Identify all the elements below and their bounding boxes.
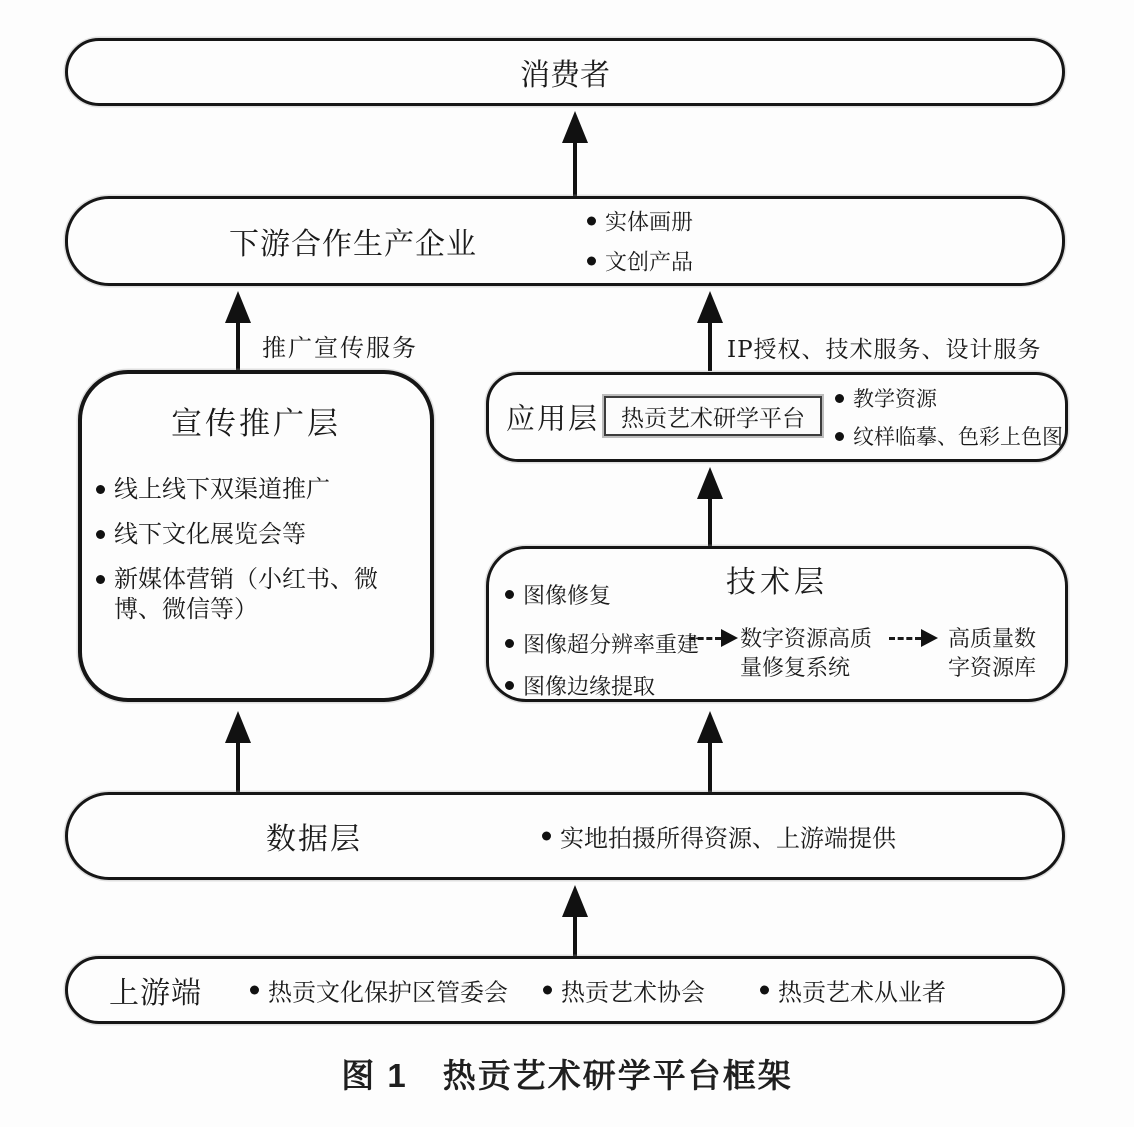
- arrow-head-icon: [562, 111, 588, 143]
- list-item-label: 图像边缘提取: [523, 675, 656, 700]
- arrow-data-to-promo: [224, 711, 252, 792]
- list-item: [760, 973, 946, 1008]
- arrow-head-icon: [721, 629, 738, 647]
- arrow-upstream-to-data: [561, 885, 589, 956]
- list-item-label: 实地拍摄所得资源、上游端提供: [560, 824, 896, 853]
- arrow-head-icon: [225, 711, 251, 743]
- list-item-label: 热贡文化保护区管委会: [268, 978, 508, 1007]
- promotion-layer-title: 宣传推广层: [171, 406, 341, 442]
- list-item: [96, 474, 422, 504]
- downstream-bullet-list: [587, 206, 693, 277]
- repair-system-node: 数字资源高质量修复系统: [740, 627, 873, 681]
- bullet-dot: [96, 575, 105, 584]
- dashed-line: [889, 637, 921, 640]
- bullet-dot: [505, 590, 514, 599]
- bullet-dot: [96, 485, 105, 494]
- arrow-stem: [236, 743, 240, 792]
- list-item-label: 图像修复: [523, 584, 612, 609]
- arrow-head-icon: [562, 885, 588, 917]
- list-item: [835, 421, 1063, 451]
- arrow-stem: [573, 143, 577, 196]
- list-item: [835, 383, 1063, 413]
- application-layer-title: 应用层: [506, 401, 600, 436]
- arrow-head-icon: [225, 291, 251, 323]
- dashed-line: [689, 637, 721, 640]
- dashed-arrow-to-resource-library: [889, 629, 938, 647]
- application-layer-list: [835, 383, 1063, 451]
- bullet-dot: [505, 639, 514, 648]
- bullet-dot: [835, 432, 844, 441]
- list-item-label: 实体画册: [605, 210, 694, 236]
- consumer-label: 消费者: [520, 58, 610, 93]
- downstream-title: 下游合作生产企业: [229, 227, 477, 262]
- promo-service-arrow-label: 推广宣传服务: [262, 334, 418, 362]
- technology-layer-box: [486, 546, 1068, 702]
- list-item-label: 热贡艺术从业者: [778, 978, 946, 1007]
- bullet-dot: [543, 986, 552, 995]
- list-item-label: 教学资源: [853, 387, 937, 411]
- bullet-dot: [587, 217, 596, 226]
- figure-caption: 图 1 热贡艺术研学平台框架: [341, 1057, 793, 1094]
- list-item: [543, 973, 705, 1008]
- list-item: [505, 670, 655, 701]
- list-item: [505, 628, 699, 659]
- dashed-arrow-to-repair-system: [689, 629, 738, 647]
- upstream-box: [65, 956, 1065, 1024]
- arrow-head-icon: [697, 711, 723, 743]
- list-item: [505, 579, 611, 610]
- bullet-dot: [505, 681, 514, 690]
- list-item: [587, 246, 693, 277]
- arrow-head-icon: [921, 629, 938, 647]
- ip-service-arrow-label: IP授权、技术服务、设计服务: [727, 337, 1042, 363]
- technology-layer-title: 技术层: [726, 565, 828, 600]
- arrow-head-icon: [697, 467, 723, 499]
- bullet-dot: [96, 530, 105, 539]
- bullet-dot: [542, 832, 551, 841]
- promotion-layer-list: [96, 474, 422, 624]
- list-item: [96, 564, 422, 624]
- list-item: [96, 519, 422, 549]
- list-item-label: 文创产品: [605, 250, 694, 276]
- arrow-tech-to-app: [696, 467, 724, 546]
- list-item: [587, 206, 693, 237]
- promotion-layer-box: [78, 370, 434, 702]
- list-item: [250, 973, 508, 1008]
- bullet-dot: [587, 257, 596, 266]
- list-item-label: 新媒体营销（小红书、微博、微信等）: [114, 565, 378, 623]
- arrow-stem: [573, 917, 577, 956]
- bullet-dot: [250, 986, 259, 995]
- list-item-label: 热贡艺术协会: [561, 978, 705, 1007]
- resource-library-node: 高质量数字资源库: [948, 627, 1037, 681]
- platform-name-box: [604, 396, 822, 436]
- list-item-label: 线上线下双渠道推广: [114, 475, 330, 503]
- application-layer-box: [486, 372, 1068, 462]
- upstream-title: 上游端: [109, 976, 202, 1011]
- arrow-downstream-to-consumer: [561, 111, 589, 196]
- arrow-app-to-downstream: [696, 291, 724, 371]
- arrow-stem: [708, 499, 712, 546]
- platform-name-label: 热贡艺术研学平台: [621, 405, 805, 432]
- data-layer-box: [65, 792, 1065, 880]
- list-item-label: 线下文化展览会等: [114, 520, 306, 548]
- arrow-promo-to-downstream: [224, 291, 252, 371]
- downstream-box: [65, 196, 1065, 286]
- arrow-stem: [708, 323, 712, 371]
- consumer-box: [65, 38, 1065, 106]
- list-item-label: 纹样临摹、色彩上色图: [853, 425, 1063, 449]
- arrow-data-to-tech: [696, 711, 724, 792]
- bullet-dot: [835, 394, 844, 403]
- list-item-label: 图像超分辨率重建: [523, 633, 700, 658]
- arrow-head-icon: [697, 291, 723, 323]
- bullet-dot: [760, 986, 769, 995]
- arrow-stem: [708, 743, 712, 792]
- data-layer-title: 数据层: [266, 822, 362, 857]
- list-item: [542, 819, 896, 854]
- arrow-stem: [236, 323, 240, 371]
